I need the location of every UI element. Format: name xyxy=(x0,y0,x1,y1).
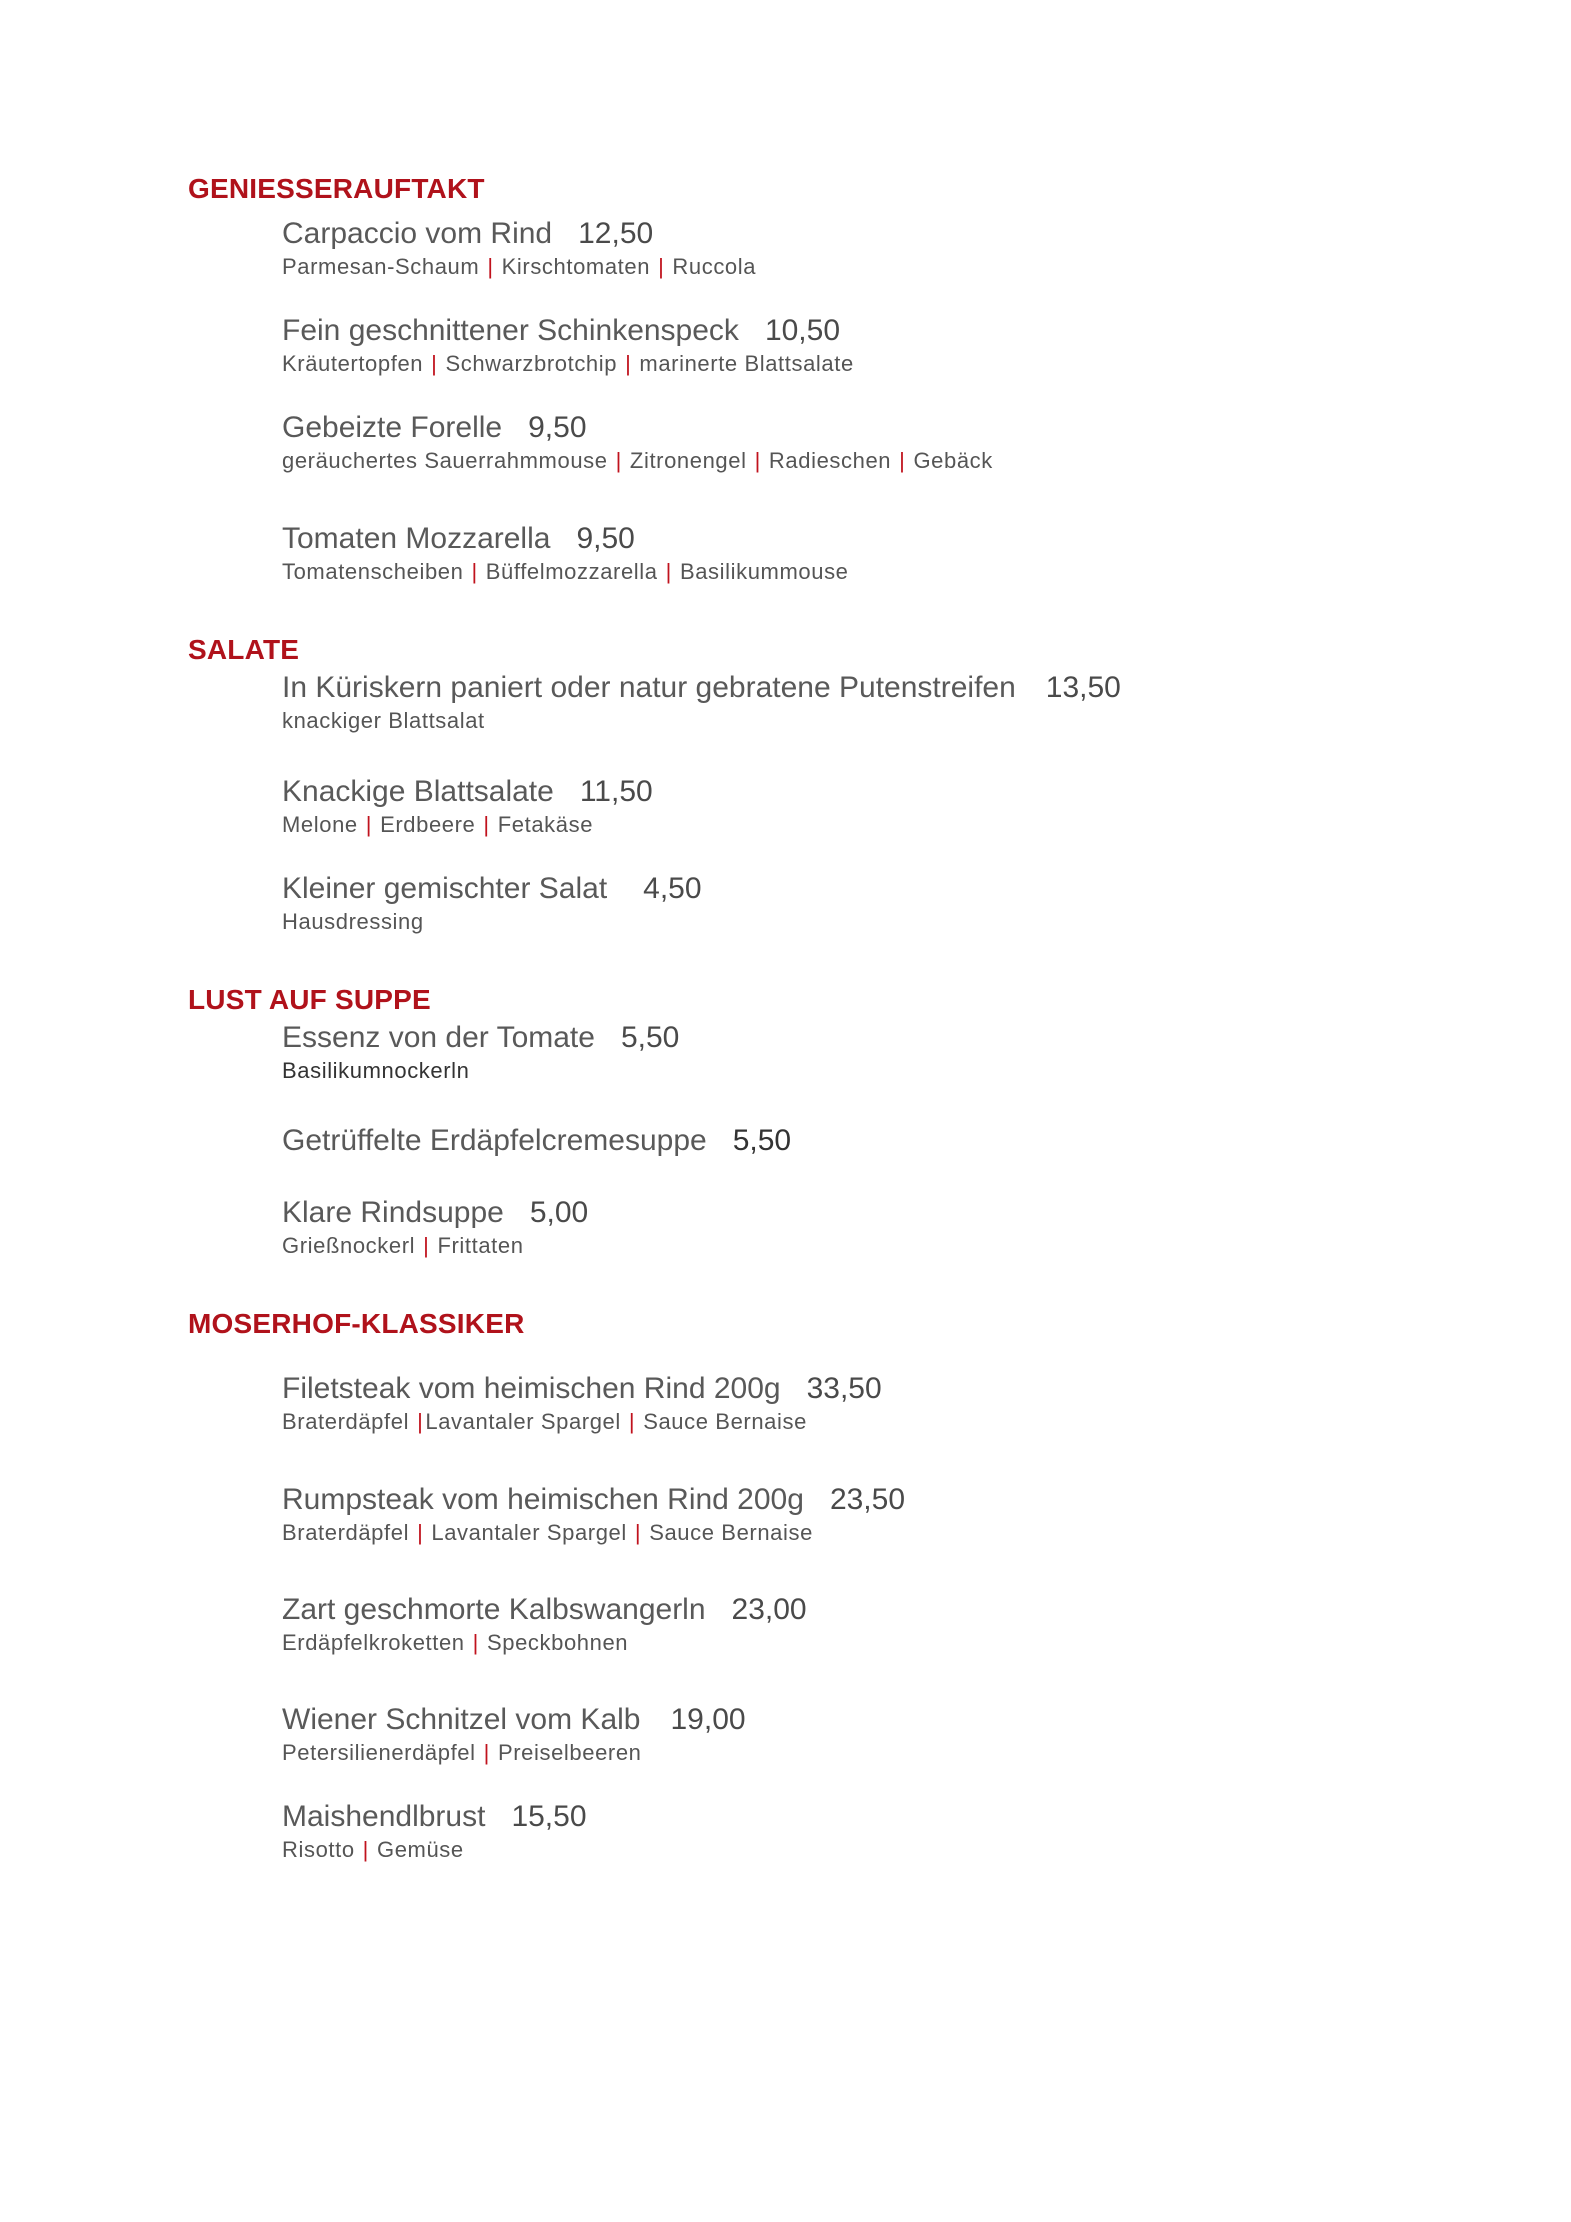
section-heading: LUST AUF SUPPE xyxy=(188,984,431,1015)
dish-putenstreifen xyxy=(282,670,1482,736)
dish-name: Essenz von der Tomate xyxy=(282,1021,595,1054)
dish-name: Klare Rindsuppe xyxy=(282,1196,504,1229)
dish-price: 33,50 xyxy=(806,1372,882,1405)
dish-description: Kräutertopfen | Schwarzbrotchip | marinerte Blattsalate xyxy=(282,351,854,376)
dish-description: Braterdäpfel |Lavantaler Spargel | Sauce Bernaise xyxy=(282,1409,807,1434)
dish-wiener-schnitzel xyxy=(282,1702,1482,1768)
dish-name: Zart geschmorte Kalbswangerln xyxy=(282,1593,706,1626)
dish-price: 12,50 xyxy=(578,217,654,250)
dish-price: 5,50 xyxy=(732,1124,792,1157)
dish-cremesuppe xyxy=(282,1123,1482,1159)
dish-description: Tomatenscheiben | Büffelmozzarella | Basilikummouse xyxy=(282,559,849,584)
dish-rumpsteak xyxy=(282,1482,1482,1548)
dish-name: Rumpsteak vom heimischen Rind 200g xyxy=(282,1483,804,1516)
dish-price: 9,50 xyxy=(528,411,587,444)
dish-description: Basilikumnockerln xyxy=(282,1058,470,1083)
dish-price: 5,50 xyxy=(620,1021,680,1054)
dish-price: 9,50 xyxy=(576,522,635,555)
dish-price: 11,50 xyxy=(579,775,653,808)
dish-description: Risotto | Gemüse xyxy=(282,1837,464,1862)
dish-price: 23,00 xyxy=(731,1593,807,1626)
dish-description: Melone | Erdbeere | Fetakäse xyxy=(282,812,594,837)
dish-description: Erdäpfelkroketten | Speckbohnen xyxy=(282,1630,629,1655)
dish-name: Fein geschnittener Schinkenspeck xyxy=(282,314,739,347)
dish-gemischter-salat xyxy=(282,871,1482,937)
dish-rindsuppe xyxy=(282,1195,1482,1261)
dish-name: Wiener Schnitzel vom Kalb xyxy=(282,1703,641,1736)
dish-name: Filetsteak vom heimischen Rind 200g xyxy=(282,1372,781,1405)
dish-description: Petersilienerdäpfel | Preiselbeeren xyxy=(282,1740,642,1765)
dish-price: 4,50 xyxy=(643,872,702,905)
dish-name: Getrüffelte Erdäpfelcremesuppe xyxy=(282,1124,707,1157)
section-heading: GENIESSERAUFTAKT xyxy=(188,173,485,204)
dish-schinkenspeck xyxy=(282,313,1482,379)
section-moserhof-klassiker xyxy=(188,1307,1388,1341)
dish-description: Grießnockerl | Frittaten xyxy=(282,1233,524,1258)
dish-name: Gebeizte Forelle xyxy=(282,411,503,444)
dish-description: knackiger Blattsalat xyxy=(282,708,485,733)
section-heading: SALATE xyxy=(188,634,300,665)
section-lust-auf-suppe xyxy=(188,983,1388,1017)
dish-name: Tomaten Mozzarella xyxy=(282,522,551,555)
dish-tomatenessenz xyxy=(282,1020,1482,1086)
dish-maishendlbrust xyxy=(282,1799,1482,1865)
dish-name: Kleiner gemischter Salat xyxy=(282,872,608,905)
dish-name: In Küriskern paniert oder natur gebratene Putenstreifen xyxy=(282,671,1016,704)
section-salate xyxy=(188,633,1388,667)
dish-price: 10,50 xyxy=(764,314,841,347)
dish-description: Parmesan-Schaum | Kirschtomaten | Ruccola xyxy=(282,254,757,279)
dish-name: Carpaccio vom Rind xyxy=(282,217,553,250)
dish-description: Hausdressing xyxy=(282,909,424,934)
dish-price: 5,00 xyxy=(529,1196,589,1229)
section-heading: MOSERHOF-KLASSIKER xyxy=(188,1308,525,1339)
section-geniesserauftakt xyxy=(188,172,1388,206)
dish-price: 15,50 xyxy=(511,1800,587,1833)
dish-name: Maishendlbrust xyxy=(282,1800,486,1833)
dish-mozzarella xyxy=(282,521,1482,587)
dish-blattsalate xyxy=(282,774,1482,840)
dish-price: 23,50 xyxy=(829,1483,906,1516)
dish-price: 19,00 xyxy=(670,1703,746,1736)
dish-price: 13,50 xyxy=(1045,671,1121,704)
dish-description: Braterdäpfel | Lavantaler Spargel | Sauce Bernaise xyxy=(282,1520,813,1545)
dish-kalbswangerln xyxy=(282,1592,1482,1658)
dish-carpaccio xyxy=(282,216,1482,282)
dish-description: geräuchertes Sauerrahmmouse | Zitronengel | Radieschen | Gebäck xyxy=(282,448,993,473)
dish-filetsteak xyxy=(282,1371,1482,1437)
dish-name: Knackige Blattsalate xyxy=(282,775,554,808)
dish-forelle xyxy=(282,410,1482,476)
